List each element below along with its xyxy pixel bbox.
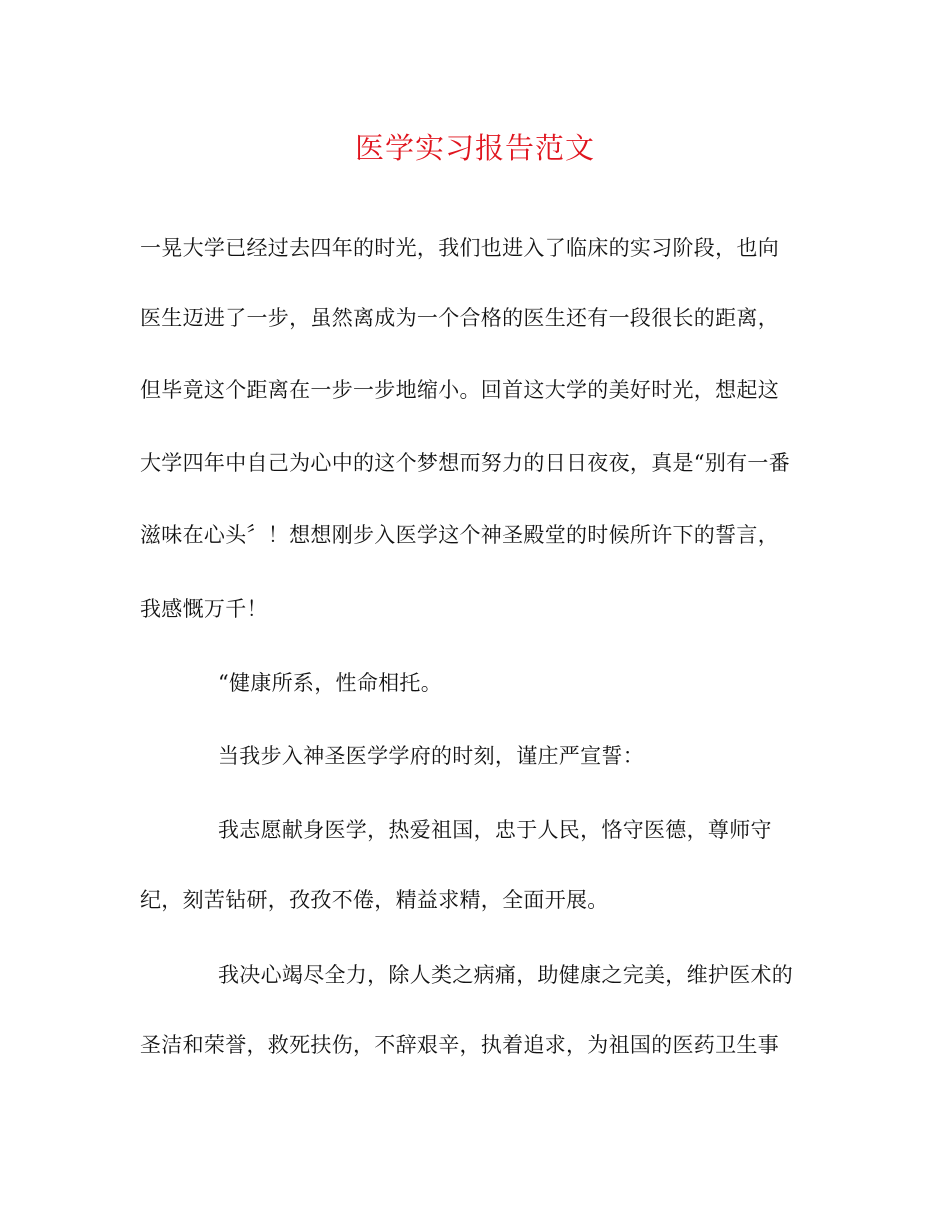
- oath-line: 我决心竭尽全力，除人类之病痛，助健康之完美，维护医术的: [218, 963, 794, 987]
- oath-line: “健康所系，性命相托。: [218, 671, 443, 695]
- paragraph-line: 大学四年中自己为心中的这个梦想而努力的日日夜夜，真是“别有一番: [140, 451, 791, 475]
- paragraph-line: 但毕竟这个距离在一步一步地缩小。回首这大学的美好时光，想起这: [140, 378, 779, 402]
- paragraph-line: 一晃大学已经过去四年的时光，我们也进入了临床的实习阶段，也向: [140, 236, 779, 260]
- paragraph-line: 我感慨万千！: [140, 597, 268, 621]
- oath-line: 我志愿献身医学，热爱祖国，忠于人民，恪守医德，尊师守: [218, 818, 772, 842]
- document-title: 医学实习报告范文: [354, 131, 595, 165]
- paragraph-line: 滋味在心头〞！想想刚步入医学这个神圣殿堂的时候所许下的誓言，: [140, 523, 779, 547]
- oath-line: 纪，刻苦钻研，孜孜不倦，精益求精，全面开展。: [140, 888, 609, 912]
- paragraph-line: 医生迈进了一步，虽然离成为一个合格的医生还有一段很长的距离，: [140, 306, 779, 330]
- oath-line: 当我步入神圣医学学府的时刻，谨庄严宣誓：: [218, 744, 644, 768]
- oath-line: 圣洁和荣誉，救死扶伤，不辞艰辛，执着追求，为祖国的医药卫生事: [140, 1033, 779, 1057]
